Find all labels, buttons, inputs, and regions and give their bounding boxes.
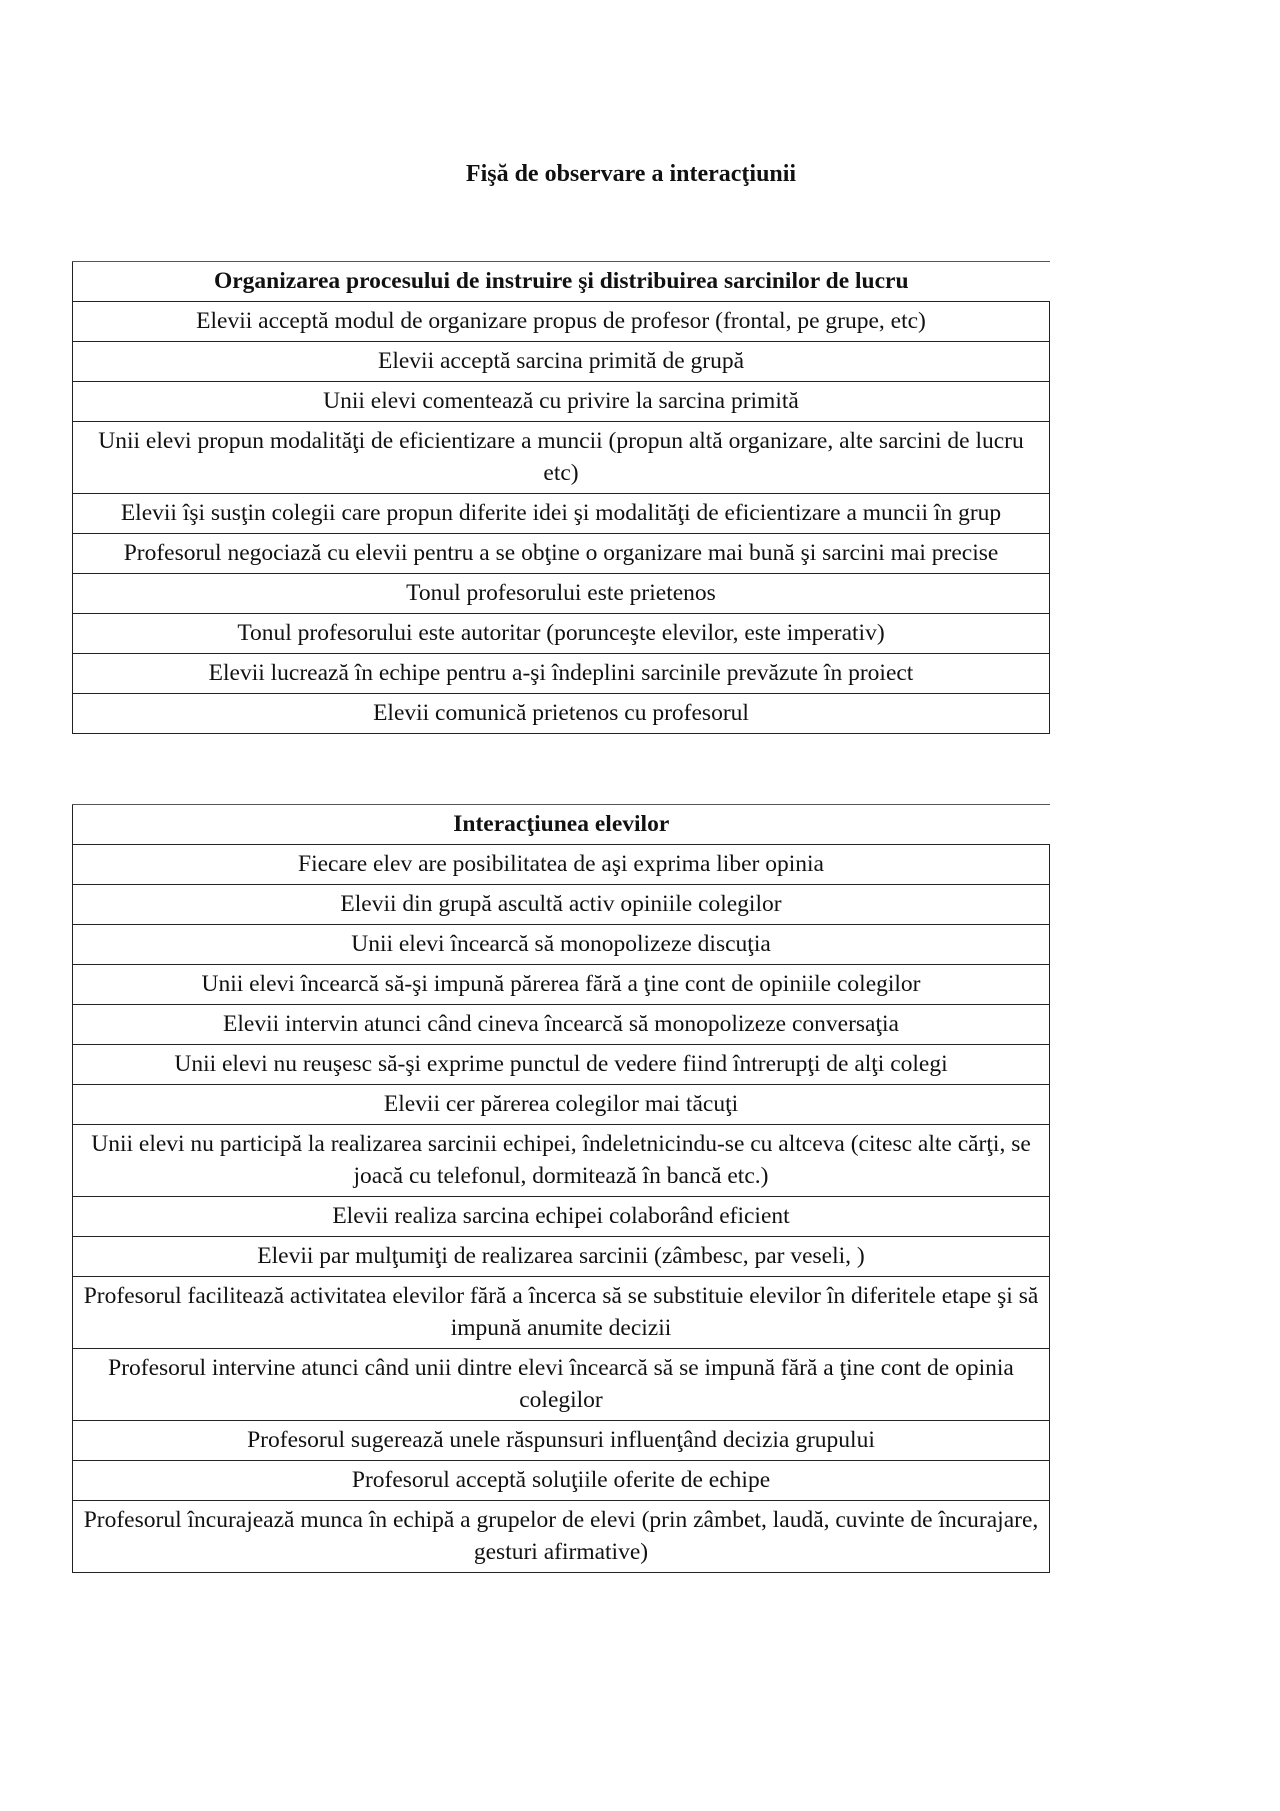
table-row [73,422,1050,494]
table-row [73,1277,1050,1349]
table-row [73,534,1050,574]
table-cell: Unii elevi încearcă să-şi impună părerea fără a ţine cont de opiniile colegilor [73,965,1050,1005]
table-cell: Unii elevi propun modalităţi de eficientizare a muncii (propun altă organizare, alte sarcini de lucru etc) [73,422,1050,494]
table-row [73,1045,1050,1085]
table-cell: Elevii îşi susţin colegii care propun diferite idei şi modalităţi de eficientizare a muncii în grup [73,494,1050,534]
table-cell: Profesorul încurajează munca în echipă a grupelor de elevi (prin zâmbet, laudă, cuvinte de încurajare, gesturi afirmative) [73,1501,1050,1573]
table-cell: Elevii intervin atunci când cineva încearcă să monopolizeze conversaţia [73,1005,1050,1045]
table-row [73,1237,1050,1277]
table-cell: Tonul profesorului este prietenos [73,574,1050,614]
table-row [73,574,1050,614]
table-cell: Unii elevi comentează cu privire la sarcina primită [73,382,1050,422]
page-title: Fişă de observare a interacţiunii [465,161,797,187]
table-header-row [73,262,1050,302]
table-row [73,1421,1050,1461]
table-cell: Unii elevi nu participă la realizarea sarcinii echipei, îndeletnicindu-se cu altceva (citesc alte cărţi, se joacă cu telefonul, dormitează în bancă etc.) [73,1125,1050,1197]
table-row [73,694,1050,734]
table-cell: Fiecare elev are posibilitatea de aşi exprima liber opinia [73,845,1050,885]
table-row [73,342,1050,382]
table-row [73,1085,1050,1125]
table-cell: Profesorul negociază cu elevii pentru a se obţine o organizare mai bună şi sarcini mai precise [73,534,1050,574]
table-cell: Elevii din grupă ascultă activ opiniile colegilor [73,885,1050,925]
organizare-table [72,261,1050,734]
table-row [73,925,1050,965]
table-cell: Elevii realiza sarcina echipei colaborând eficient [73,1197,1050,1237]
table-cell: Elevii par mulţumiţi de realizarea sarcinii (zâmbesc, par veseli, ) [73,1237,1050,1277]
table-row [73,614,1050,654]
table-cell: Elevii comunică prietenos cu profesorul [73,694,1050,734]
table-row [73,845,1050,885]
table-row [73,1125,1050,1197]
table-row [73,1349,1050,1421]
table-row [73,1461,1050,1501]
table-row [73,382,1050,422]
section-header: Organizarea procesului de instruire şi distribuirea sarcinilor de lucru [73,262,1050,302]
table-cell: Elevii cer părerea colegilor mai tăcuţi [73,1085,1050,1125]
table-cell: Tonul profesorului este autoritar (porunceşte elevilor, este imperativ) [73,614,1050,654]
table-row [73,654,1050,694]
table-row [73,1501,1050,1573]
table-cell: Unii elevi nu reuşesc să-şi exprime punctul de vedere fiind întrerupţi de alţi colegi [73,1045,1050,1085]
table-row [73,302,1050,342]
table-cell: Profesorul intervine atunci când unii dintre elevi încearcă să se impună fără a ţine cont de opinia colegilor [73,1349,1050,1421]
table-row [73,965,1050,1005]
table-cell: Elevii acceptă modul de organizare propus de profesor (frontal, pe grupe, etc) [73,302,1050,342]
table-cell: Profesorul acceptă soluţiile oferite de echipe [73,1461,1050,1501]
table-row [73,1005,1050,1045]
table-row [73,1197,1050,1237]
table-cell: Elevii lucrează în echipe pentru a-şi îndeplini sarcinile prevăzute în proiect [73,654,1050,694]
table-cell: Profesorul facilitează activitatea elevilor fără a încerca să se substituie elevilor în diferitele etape şi să impună anumite decizii [73,1277,1050,1349]
interactiune-table [72,804,1050,1573]
table-cell: Profesorul sugerează unele răspunsuri influenţând decizia grupului [73,1421,1050,1461]
table-row [73,494,1050,534]
table-header-row [73,805,1050,845]
table-row [73,885,1050,925]
section-header: Interacţiunea elevilor [73,805,1050,845]
table-cell: Unii elevi încearcă să monopolizeze discuţia [73,925,1050,965]
table-cell: Elevii acceptă sarcina primită de grupă [73,342,1050,382]
